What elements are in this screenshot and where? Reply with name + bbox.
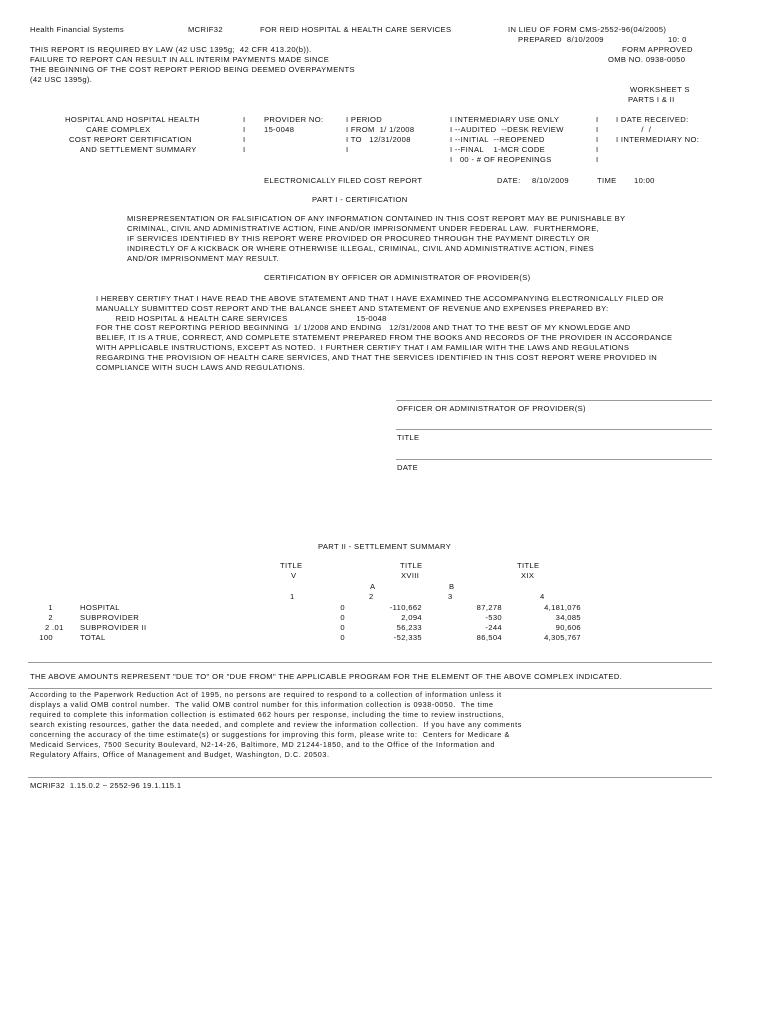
pra-line-6: Medicaid Services, 7500 Security Boulevard, N2-14-26, Baltimore, MD 21244-1850, and to the Office of the Information and (30, 740, 495, 749)
cert-line-5: BELIEF, IT IS A TRUE, CORRECT, AND COMPLETE STATEMENT PREPARED FROM THE BOOKS AND RECORDS OF THE PROVIDER IN ACCORDANCE (96, 333, 673, 342)
title-xviii-b-value: 86,504 (476, 633, 502, 642)
title-v-value: 0 (340, 603, 345, 612)
col-head-v: V (291, 571, 297, 580)
divider-bar: I (596, 145, 599, 154)
divider-bar: I (243, 135, 246, 144)
title-xix-value: 4,181,076 (544, 603, 581, 612)
date-received-label: I DATE RECEIVED: (616, 115, 689, 124)
divider-bar: I (596, 125, 599, 134)
provider-no: 15-0048 (264, 125, 295, 134)
efiled-date: 8/10/2009 (532, 176, 569, 185)
report-title-4: AND SETTLEMENT SUMMARY (80, 145, 197, 154)
title-signature-label: TITLE (397, 433, 420, 442)
col-head-b: B (449, 582, 455, 591)
in-lieu-of-form: IN LIEU OF FORM CMS-2552-96(04/2005) (508, 25, 667, 34)
report-title-1: HOSPITAL AND HOSPITAL HEALTH (65, 115, 200, 124)
date-received-value: / / (634, 125, 652, 134)
warning-line-3: IF SERVICES IDENTIFIED BY THIS REPORT WERE PROVIDED OR PROCURED THROUGH THE PAYMENT DIRECTLY OR (127, 234, 590, 243)
title-xviii-a-value: -52,335 (393, 633, 422, 642)
col-num-4: 4 (540, 592, 545, 601)
divider-bar: I (243, 145, 246, 154)
omb-number: OMB NO. 0938-0050 (608, 55, 686, 64)
provider-heading: FOR REID HOSPITAL & HEALTH CARE SERVICES (260, 25, 452, 34)
row-label: SUBPROVIDER II (80, 623, 147, 632)
audit-options: I --AUDITED --DESK REVIEW (450, 125, 564, 134)
period-bar: I (346, 145, 349, 154)
title-xix-value: 90,606 (555, 623, 581, 632)
col-num-2: 2 (369, 592, 374, 601)
law-line-4: (42 USC 1395g). (30, 75, 93, 84)
col-head-title-xviii: TITLE (400, 561, 423, 570)
cert-line-1: I HEREBY CERTIFY THAT I HAVE READ THE ABOVE STATEMENT AND THAT I HAVE EXAMINED THE ACCOMPANYING ELECTRONICALLY FILED OR (96, 294, 664, 303)
intermediary-no-label: I INTERMEDIARY NO: (616, 135, 700, 144)
intermediary-use-only: I INTERMEDIARY USE ONLY (450, 115, 560, 124)
pra-line-3: required to complete this information collection is estimated 662 hours per response, including the time to review instructions, (30, 710, 505, 719)
parts-label: PARTS I & II (628, 95, 675, 104)
period-to: I TO 12/31/2008 (346, 135, 411, 144)
efiled-date-label: DATE: (497, 176, 521, 185)
final-options: I --FINAL 1-MCR CODE (450, 145, 546, 154)
divider-bar: I (243, 115, 246, 124)
cert-line-2: MANUALLY SUBMITTED COST REPORT AND THE BALANCE SHEET AND STATEMENT OF REVENUE AND EXPENSES PREPARED BY: (96, 304, 609, 313)
efiled-label: ELECTRONICALLY FILED COST REPORT (264, 176, 423, 185)
row-label: TOTAL (80, 633, 106, 642)
part2-title: PART II - SETTLEMENT SUMMARY (318, 542, 452, 551)
cert-line-8: COMPLIANCE WITH SUCH LAWS AND REGULATIONS. (96, 363, 306, 372)
col-head-a: A (370, 582, 376, 591)
divider (28, 688, 712, 689)
pra-line-2: displays a valid OMB control number. The valid OMB control number for this information collection is 0938-0050. The time (30, 700, 494, 709)
certification-title: CERTIFICATION BY OFFICER OR ADMINISTRATOR OF PROVIDER(S) (264, 273, 531, 282)
warning-line-5: AND/OR IMPRISONMENT MAY RESULT. (127, 254, 280, 263)
period-from: I FROM 1/ 1/2008 (346, 125, 415, 134)
cert-line-4: FOR THE COST REPORTING PERIOD BEGINNING 1/ 1/2008 AND ENDING 12/31/2008 AND THAT TO THE BEST OF MY KNOWLEDGE AND (96, 323, 631, 332)
date-signature-label: DATE (397, 463, 419, 472)
reopenings-count: I 00 - # OF REOPENINGS (450, 155, 552, 164)
col-head-title-xix: TITLE (517, 561, 540, 570)
title-v-value: 0 (340, 633, 345, 642)
col-head-xviii: XVIII (401, 571, 420, 580)
line-number: 2 (48, 613, 53, 622)
divider-bar: I (596, 155, 599, 164)
divider-bar: I (243, 125, 246, 134)
title-xviii-b-value: -244 (485, 623, 502, 632)
form-approved: FORM APPROVED (622, 45, 693, 54)
form-code: MCRIF32 (188, 25, 223, 34)
warning-line-2: CRIMINAL, CIVIL AND ADMINISTRATIVE ACTION, FINE AND/OR IMPRISONMENT UNDER FEDERAL LAW. FURTHERMORE, (127, 224, 600, 233)
part1-title: PART I - CERTIFICATION (312, 195, 408, 204)
col-num-1: 1 (290, 592, 295, 601)
divider-bar: I (596, 135, 599, 144)
amounts-note: THE ABOVE AMOUNTS REPRESENT "DUE TO" OR "DUE FROM" THE APPLICABLE PROGRAM FOR THE ELEMENT OF THE ABOVE COMPLEX INDICATED. (30, 672, 623, 681)
title-v-value: 0 (340, 613, 345, 622)
pra-line-1: According to the Paperwork Reduction Act of 1995, no persons are required to respond to a collection of information unless it (30, 690, 502, 699)
law-line-1: THIS REPORT IS REQUIRED BY LAW (42 USC 1395g; 42 CFR 413.20(b)). (30, 45, 312, 54)
title-xviii-a-value: 2,094 (401, 613, 422, 622)
period-label: I PERIOD (346, 115, 383, 124)
divider-bar: I (596, 115, 599, 124)
provider-no-label: PROVIDER NO: (264, 115, 324, 124)
software-version: MCRIF32 1.15.0.2 ~ 2552-96 19.1.115.1 (30, 781, 182, 790)
title-xix-value: 4,305,767 (544, 633, 581, 642)
report-title-3: COST REPORT CERTIFICATION (69, 135, 192, 144)
line-number: 100 (39, 633, 53, 642)
col-head-xix: XIX (521, 571, 535, 580)
title-xviii-a-value: -110,662 (389, 603, 422, 612)
pra-line-5: concerning the accuracy of the time estimate(s) or suggestions for improving this form, please write to: Centers for Medicare & (30, 730, 510, 739)
prepared-time: 10: 0 (668, 35, 687, 44)
title-xviii-a-value: 56,233 (396, 623, 422, 632)
row-label: SUBPROVIDER (80, 613, 140, 622)
pra-line-4: search existing resources, gather the data needed, and complete and review the information collection. If you have any comments (30, 720, 522, 729)
law-line-3: THE BEGINNING OF THE COST REPORT PERIOD BEING DEEMED OVERPAYMENTS (30, 65, 355, 74)
system-name: Health Financial Systems (30, 25, 125, 34)
law-line-2: FAILURE TO REPORT CAN RESULT IN ALL INTERIM PAYMENTS MADE SINCE (30, 55, 330, 64)
title-signature-line[interactable] (396, 429, 712, 430)
line-number: 2 .01 (45, 623, 64, 632)
title-xviii-b-value: 87,278 (476, 603, 502, 612)
worksheet-label: WORKSHEET S (630, 85, 690, 94)
col-head-title-v: TITLE (280, 561, 303, 570)
title-xix-value: 34,085 (555, 613, 581, 622)
cert-line-6: WITH APPLICABLE INSTRUCTIONS, EXCEPT AS NOTED. I FURTHER CERTIFY THAT I AM FAMILIAR WITH THE LAWS AND REGULATIONS (96, 343, 630, 352)
efiled-time: 10:00 (634, 176, 655, 185)
divider (28, 662, 712, 663)
efiled-time-label: TIME (597, 176, 617, 185)
date-signature-line[interactable] (396, 459, 712, 460)
divider (28, 777, 712, 778)
cert-line-3: REID HOSPITAL & HEALTH CARE SERVICES 15-0048 (96, 314, 387, 323)
report-title-2: CARE COMPLEX (86, 125, 151, 134)
title-v-value: 0 (340, 623, 345, 632)
officer-signature-line[interactable] (396, 400, 712, 401)
pra-line-7: Regulatory Affairs, Office of Management and Budget, Washington, D.C. 20503. (30, 750, 330, 759)
col-num-3: 3 (448, 592, 453, 601)
officer-signature-label: OFFICER OR ADMINISTRATOR OF PROVIDER(S) (397, 404, 586, 413)
warning-line-4: INDIRECTLY OF A KICKBACK OR WHERE OTHERWISE ILLEGAL, CRIMINAL, CIVIL AND ADMINISTRATIVE ACTION, FINES (127, 244, 595, 253)
prepared-date: PREPARED 8/10/2009 (518, 35, 604, 44)
row-label: HOSPITAL (80, 603, 120, 612)
warning-line-1: MISREPRESENTATION OR FALSIFICATION OF ANY INFORMATION CONTAINED IN THIS COST REPORT MAY BE PUNISHABLE BY (127, 214, 626, 223)
cert-line-7: REGARDING THE PROVISION OF HEALTH CARE SERVICES, AND THAT THE SERVICES IDENTIFIED IN THIS COST REPORT WERE PROVIDED IN (96, 353, 658, 362)
title-xviii-b-value: -530 (485, 613, 502, 622)
line-number: 1 (48, 603, 53, 612)
initial-options: I --INITIAL --REOPENED (450, 135, 545, 144)
